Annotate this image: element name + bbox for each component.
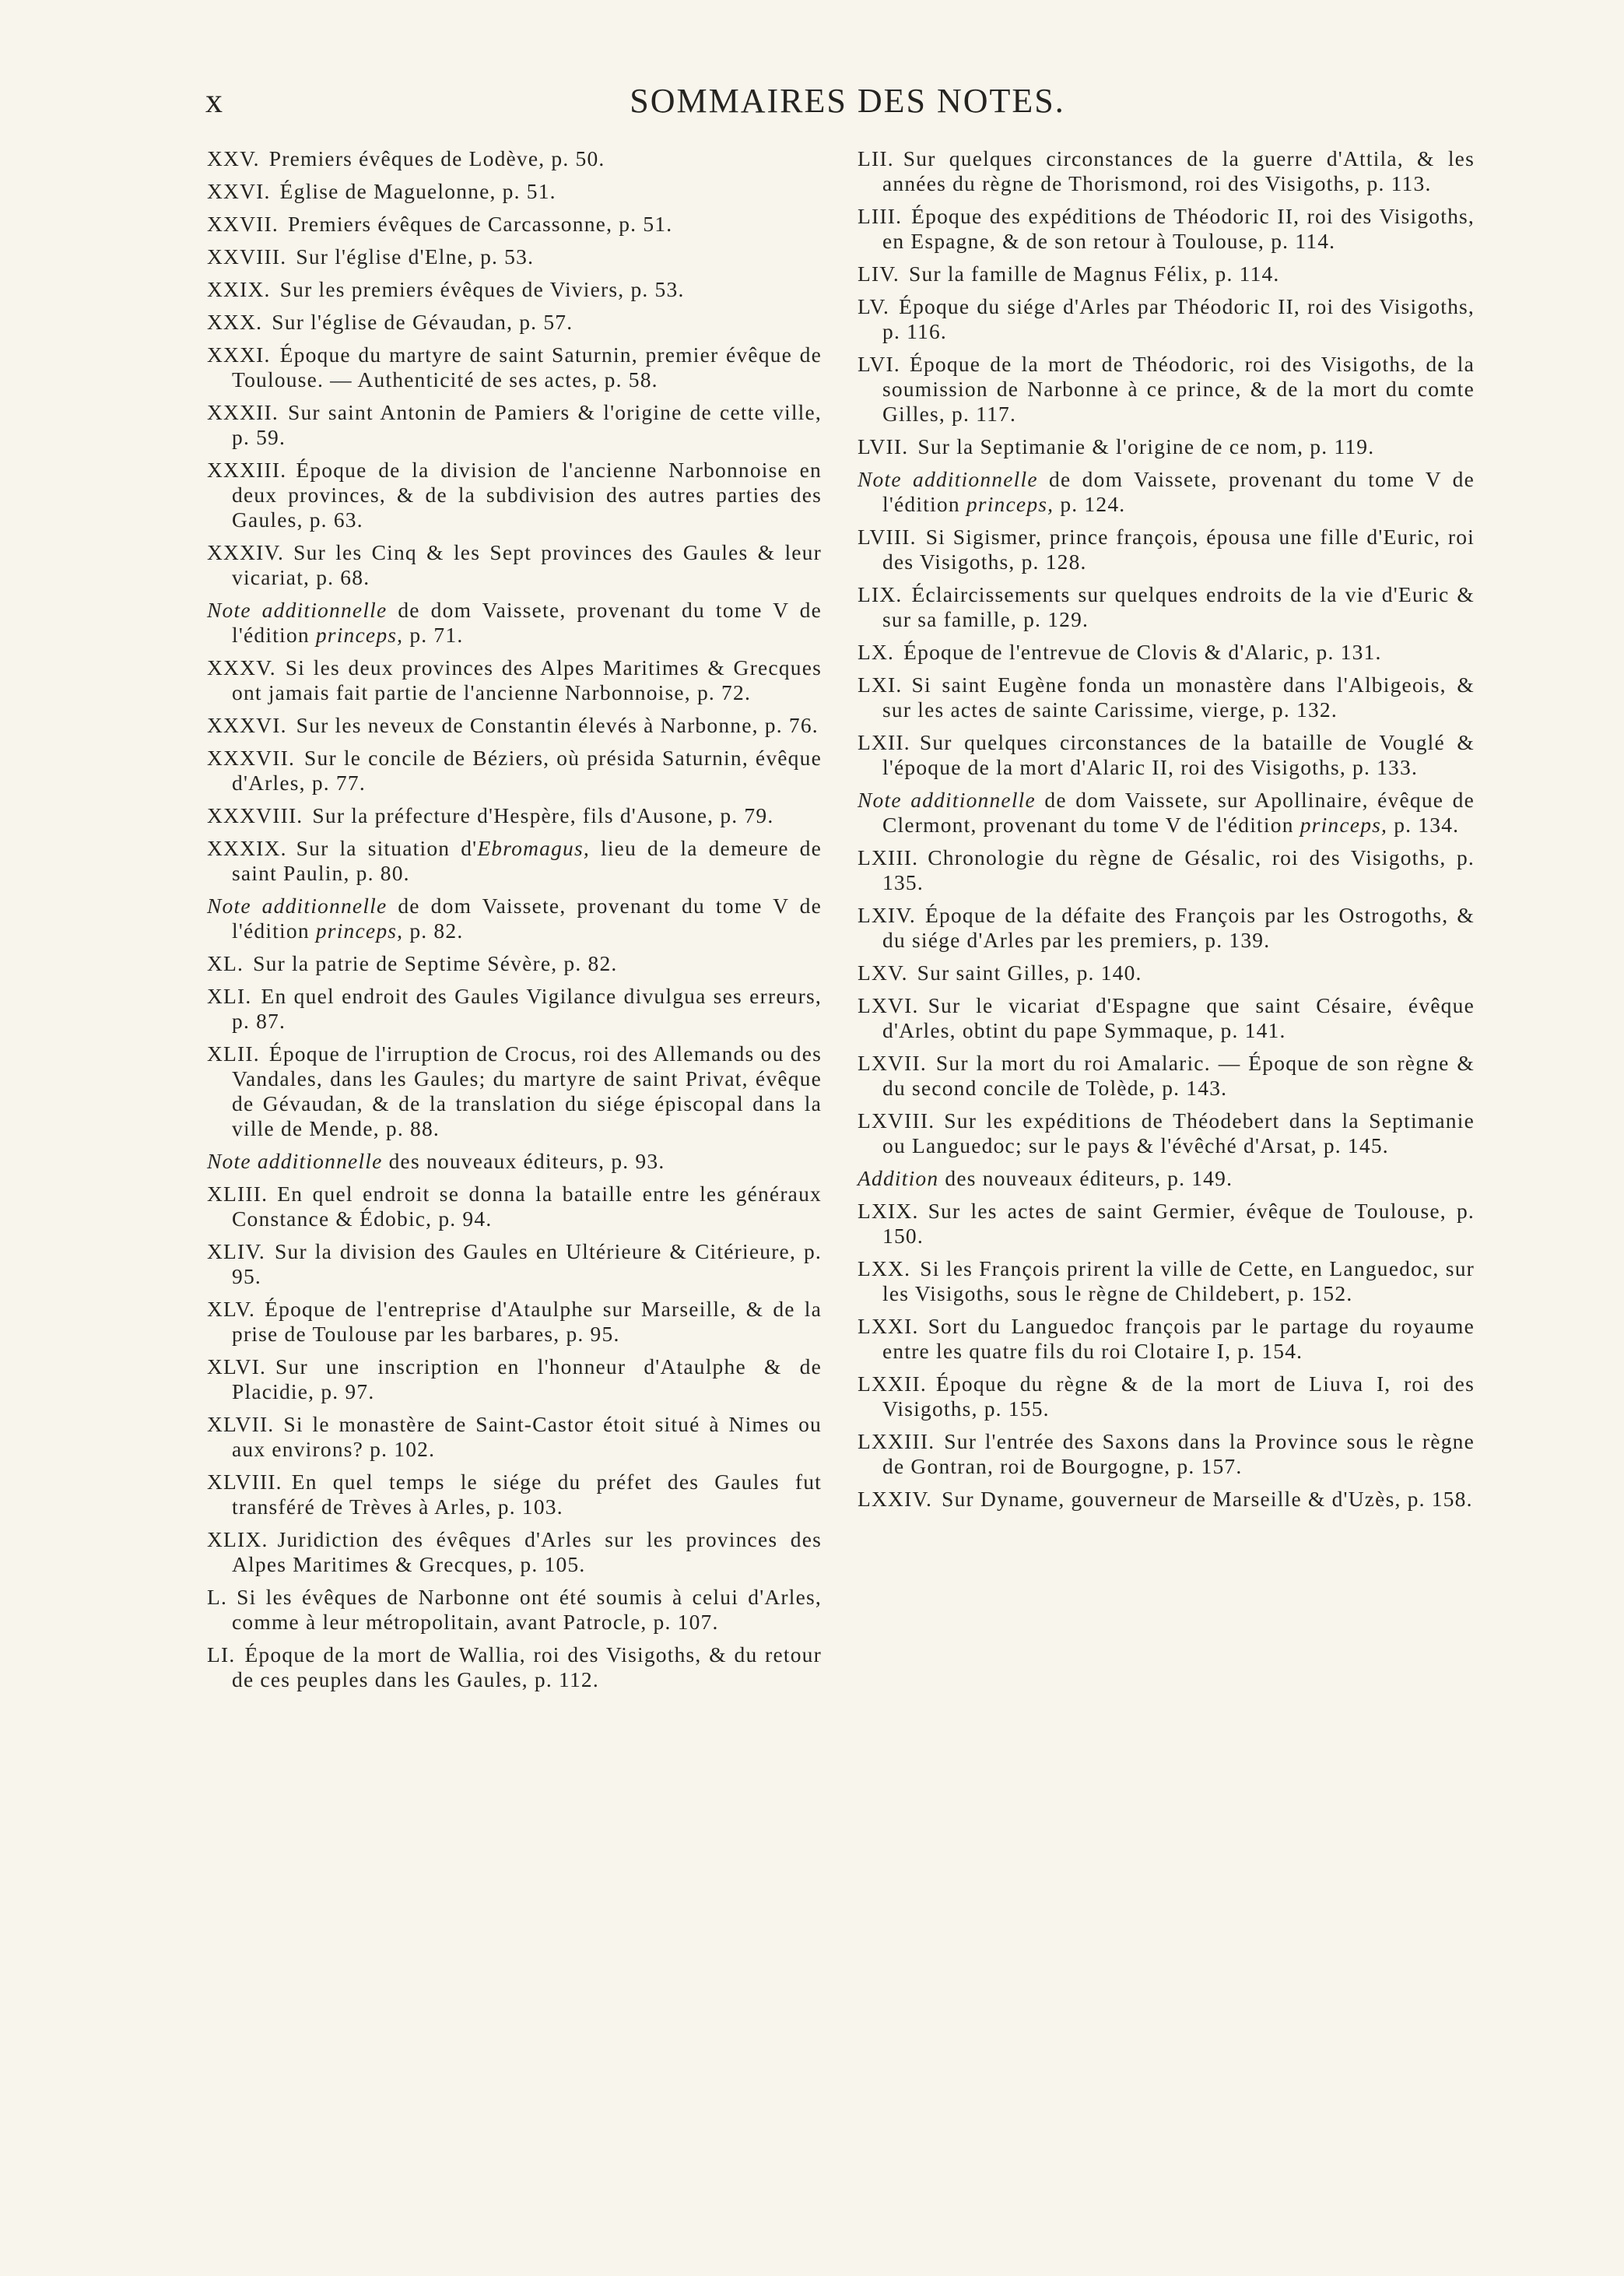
note-number: LXV. <box>858 961 908 985</box>
note-number: XXVIII. <box>207 244 287 269</box>
note-entry <box>207 836 822 886</box>
note-text: Époque de la mort de Wallia, roi des Visigoths, & du retour de ces peuples dans les Gaules, p. 112. <box>232 1642 822 1691</box>
note-text: Sur quelques circonstances de la bataille de Vouglé & l'époque de la mort d'Alaric II, roi des Visigoths, p. 133. <box>882 730 1475 779</box>
note-text: Si les évêques de Narbonne ont été soumis à celui d'Arles, comme à leur métropolitain, avant Patrocle, p. 107. <box>232 1585 822 1634</box>
note-text: Époque de la défaite des François par les Ostrogoths, & du siége d'Arles par les premiers, p. 139. <box>882 903 1475 952</box>
note-number: LXII. <box>858 730 910 754</box>
note-number: LI. <box>207 1642 236 1667</box>
note-entry <box>207 400 822 450</box>
note-number: XLIX. <box>207 1527 268 1551</box>
note-number: XXXIII. <box>207 458 287 482</box>
note-text: Sur la patrie de Septime Sévère, p. 82. <box>253 951 618 975</box>
note-entry <box>207 244 822 269</box>
note-number: XXVII. <box>207 212 279 236</box>
note-text: Église de Maguelonne, p. 51. <box>279 179 556 203</box>
note-entry <box>207 277 822 302</box>
note-number: XLVI. <box>207 1354 267 1379</box>
note-entry <box>207 1642 822 1692</box>
note-entry <box>858 1166 1475 1191</box>
note-text: Sur la division des Gaules en Ultérieure & Citérieure, p. 95. <box>232 1239 822 1288</box>
note-number: XXXII. <box>207 400 279 424</box>
note-entry <box>858 903 1475 953</box>
note-emphasis: Ebromagus, <box>477 836 590 860</box>
note-entry <box>207 212 822 237</box>
note-number: LVIII. <box>858 525 917 549</box>
note-lead: Addition <box>858 1166 939 1190</box>
note-emphasis: princeps, <box>1300 813 1388 837</box>
note-entry <box>858 1256 1475 1306</box>
note-text: Époque du martyre de saint Saturnin, premier évêque de Toulouse. — Authenticité de ses actes, p. 58. <box>232 342 822 392</box>
note-entry <box>207 1354 822 1404</box>
note-entry <box>207 310 822 335</box>
note-number: XLV. <box>207 1297 256 1321</box>
note-entry <box>207 179 822 204</box>
note-entry <box>858 993 1475 1043</box>
note-number: XLII. <box>207 1041 260 1066</box>
note-entry <box>858 294 1475 344</box>
note-entry <box>858 204 1475 254</box>
note-text: Éclaircissements sur quelques endroits de la vie d'Euric & sur sa famille, p. 129. <box>882 582 1475 631</box>
note-entry <box>207 655 822 705</box>
left-column <box>207 146 822 1700</box>
note-entry <box>858 1429 1475 1479</box>
note-text: Époque de l'irruption de Crocus, roi des Allemands ou des Vandales, dans les Gaules; du martyre de saint Privat, évêque de Gévaudan, & de la translation du siége épiscopal dans la ville de Mende, p. 88. <box>232 1041 822 1140</box>
note-number: XL. <box>207 951 244 975</box>
note-text: Si les François prirent la ville de Cette, en Languedoc, sur les Visigoths, sous le règne de Childebert, p. 152. <box>882 1256 1475 1305</box>
note-entry <box>207 342 822 392</box>
note-number: L. <box>207 1585 228 1609</box>
note-number: XLIII. <box>207 1182 268 1206</box>
note-entry <box>207 540 822 590</box>
note-text: Sur les expéditions de Théodebert dans la Septimanie ou Languedoc; sur le pays & l'évêché d'Arsat, p. 145. <box>882 1108 1475 1157</box>
note-text: En quel temps le siége du préfet des Gaules fut transféré de Trèves à Arles, p. 103. <box>232 1470 822 1519</box>
note-number: XLVIII. <box>207 1470 282 1494</box>
note-entry <box>858 1487 1475 1512</box>
note-number: LVI. <box>858 352 900 376</box>
note-entry <box>858 352 1475 427</box>
note-text: Sur une inscription en l'honneur d'Ataulphe & de Placidie, p. 97. <box>232 1354 822 1403</box>
note-text: Époque de la division de l'ancienne Narbonnoise en deux provinces, & de la subdivision des autres parties des Gaules, p. 63. <box>232 458 822 532</box>
note-text: Si Sigismer, prince françois, épousa une fille d'Euric, roi des Visigoths, p. 128. <box>882 525 1475 574</box>
note-text: En quel endroit se donna la bataille entre les généraux Constance & Édobic, p. 94. <box>232 1182 822 1231</box>
note-number: XXXV. <box>207 655 276 680</box>
note-entry <box>207 1182 822 1231</box>
note-entry <box>207 1297 822 1347</box>
note-text: Sur la famille de Magnus Félix, p. 114. <box>908 262 1280 286</box>
note-number: LXX. <box>858 1256 911 1280</box>
note-entry <box>207 1527 822 1577</box>
note-text: Si les deux provinces des Alpes Maritimes & Grecques ont jamais fait partie de l'ancienne Narbonnoise, p. 72. <box>232 655 822 704</box>
note-entry <box>858 1199 1475 1249</box>
note-entry <box>858 730 1475 780</box>
note-entry <box>858 1108 1475 1158</box>
note-text: Sur saint Antonin de Pamiers & l'origine de cette ville, p. 59. <box>232 400 822 449</box>
note-number: XXXVIII. <box>207 803 303 827</box>
note-entry <box>207 1585 822 1635</box>
note-number: LXI. <box>858 673 903 697</box>
note-number: LIV. <box>858 262 900 286</box>
note-number: XLIV. <box>207 1239 266 1263</box>
note-entry <box>207 951 822 976</box>
note-text: de dom Vaissete, provenant du tome V de l'édition <box>232 598 823 647</box>
note-number: LV. <box>858 294 890 318</box>
note-text: Sort du Languedoc françois par le partage du royaume entre les quatre fils du roi Clotaire I, p. 154. <box>882 1314 1475 1363</box>
page-number: x <box>205 82 223 120</box>
note-number: XXXVII. <box>207 746 296 770</box>
note-text: Époque de l'entreprise d'Ataulphe sur Marseille, & de la prise de Toulouse par les barbares, p. 95. <box>232 1297 822 1346</box>
note-number: XXXVI. <box>207 713 287 737</box>
note-tail: p. 124. <box>1060 492 1126 516</box>
note-entry <box>207 598 822 648</box>
note-text: de dom Vaissete, provenant du tome V de l'édition <box>882 467 1475 516</box>
note-entry <box>858 1372 1475 1421</box>
note-text: Époque de l'entrevue de Clovis & d'Alaric, p. 131. <box>903 640 1382 664</box>
note-text: des nouveaux éditeurs, p. 149. <box>945 1166 1233 1190</box>
note-emphasis: princeps, <box>966 492 1054 516</box>
note-number: XLI. <box>207 984 252 1008</box>
note-text: En quel endroit des Gaules Vigilance divulgua ses erreurs, p. 87. <box>232 984 822 1033</box>
note-entry <box>858 640 1475 665</box>
note-entry <box>858 961 1475 985</box>
note-text: des nouveaux éditeurs, p. 93. <box>388 1149 665 1173</box>
note-entry <box>858 673 1475 722</box>
note-number: LXVIII. <box>858 1108 935 1133</box>
note-entry <box>858 146 1475 196</box>
note-text: Sur le vicariat d'Espagne que saint Césaire, évêque d'Arles, obtint du pape Symmaque, p. 141. <box>882 993 1475 1042</box>
note-text: de dom Vaissete, provenant du tome V de l'édition <box>232 894 823 943</box>
note-lead: Note additionnelle <box>207 1149 383 1173</box>
note-entry <box>207 984 822 1034</box>
note-number: LX. <box>858 640 895 664</box>
note-entry <box>858 845 1475 895</box>
note-entry <box>207 746 822 796</box>
note-text: Sur la préfecture d'Hespère, fils d'Ausone, p. 79. <box>312 803 774 827</box>
note-entry <box>207 146 822 171</box>
note-text: Époque du siége d'Arles par Théodoric II, roi des Visigoths, p. 116. <box>882 294 1475 343</box>
note-text: Sur les Cinq & les Sept provinces des Gaules & leur vicariat, p. 68. <box>232 540 822 589</box>
note-text: Sur les premiers évêques de Viviers, p. 53. <box>279 277 685 301</box>
note-number: LXXIV. <box>858 1487 933 1511</box>
note-text: Sur la situation d' <box>296 836 478 860</box>
note-number: LXIII. <box>858 845 919 869</box>
note-text: Sur la Septimanie & l'origine de ce nom, p. 119. <box>917 434 1375 458</box>
note-text: Époque du règne & de la mort de Liuva I, roi des Visigoths, p. 155. <box>882 1372 1475 1421</box>
note-text: Sur l'église de Gévaudan, p. 57. <box>272 310 573 334</box>
note-entry <box>858 1051 1475 1101</box>
note-text: Sur la mort du roi Amalaric. — Époque de son règne & du second concile de Tolède, p. 143. <box>882 1051 1475 1100</box>
note-lead: Note additionnelle <box>207 894 388 918</box>
page-header <box>205 76 1489 123</box>
note-number: LXVI. <box>858 993 919 1017</box>
note-number: LVII. <box>858 434 909 458</box>
note-number: LXXIII. <box>858 1429 935 1453</box>
note-number: LXVII. <box>858 1051 927 1075</box>
note-number: XXVI. <box>207 179 271 203</box>
note-entry <box>207 1239 822 1289</box>
note-text: Sur les actes de saint Germier, évêque de Toulouse, p. 150. <box>882 1199 1475 1248</box>
note-emphasis: princeps, <box>315 623 404 647</box>
note-number: XXIX. <box>207 277 271 301</box>
note-number: XXXIV. <box>207 540 285 564</box>
note-number: LXIV. <box>858 903 917 927</box>
note-tail: p. 71. <box>409 623 464 647</box>
note-text: Époque des expéditions de Théodoric II, roi des Visigoths, en Espagne, & de son retour à Toulouse, p. 114. <box>882 204 1475 253</box>
note-number: LIX. <box>858 582 903 606</box>
note-entry <box>207 1041 822 1141</box>
note-entry <box>207 1412 822 1462</box>
note-entry <box>858 262 1475 286</box>
note-entry <box>858 467 1475 517</box>
note-tail: p. 82. <box>409 918 464 943</box>
note-entry <box>858 434 1475 459</box>
note-entry <box>858 788 1475 838</box>
right-column <box>858 146 1475 1519</box>
note-number: LXXII. <box>858 1372 927 1396</box>
note-entry <box>207 458 822 532</box>
note-text: Juridiction des évêques d'Arles sur les provinces des Alpes Maritimes & Grecques, p. 105. <box>232 1527 822 1576</box>
note-entry <box>858 1314 1475 1364</box>
note-emphasis: princeps, <box>315 918 404 943</box>
note-text: Sur les neveux de Constantin élevés à Narbonne, p. 76. <box>296 713 819 737</box>
note-text: Sur l'entrée des Saxons dans la Province sous le règne de Gontran, roi de Bourgogne, p. 157. <box>882 1429 1475 1478</box>
note-entry <box>858 525 1475 574</box>
note-number: LXXI. <box>858 1314 919 1338</box>
note-number: LII. <box>858 146 894 170</box>
note-entry <box>207 803 822 828</box>
note-text: Sur Dyname, gouverneur de Marseille & d'Uzès, p. 158. <box>942 1487 1473 1511</box>
note-number: LIII. <box>858 204 903 228</box>
note-entry <box>207 1149 822 1174</box>
note-entry <box>207 894 822 943</box>
note-text: Si le monastère de Saint-Castor étoit situé à Nimes ou aux environs? p. 102. <box>232 1412 822 1461</box>
note-entry <box>858 582 1475 632</box>
note-lead: Note additionnelle <box>207 598 388 622</box>
note-tail: lieu de la demeure de saint Paulin, p. 80. <box>232 836 822 885</box>
note-entry <box>207 1470 822 1519</box>
note-text: Premiers évêques de Carcassonne, p. 51. <box>287 212 673 236</box>
note-text: Sur saint Gilles, p. 140. <box>917 961 1142 985</box>
note-number: XLVII. <box>207 1412 275 1436</box>
note-number: XXXI. <box>207 342 271 367</box>
note-number: XXXIX. <box>207 836 287 860</box>
note-text: de dom Vaissete, sur Apollinaire, évêque de Clermont, provenant du tome V de l'édition <box>882 788 1475 837</box>
note-number: XXX. <box>207 310 263 334</box>
note-entry <box>207 713 822 738</box>
note-text: Premiers évêques de Lodève, p. 50. <box>268 146 605 170</box>
running-title: SOMMAIRES DES NOTES. <box>630 82 1065 120</box>
note-text: Sur l'église d'Elne, p. 53. <box>296 244 535 269</box>
note-text: Sur quelques circonstances de la guerre d'Attila, & les années du règne de Thorismond, roi des Visigoths, p. 113. <box>882 146 1475 195</box>
note-number: LXIX. <box>858 1199 919 1223</box>
note-lead: Note additionnelle <box>858 788 1036 812</box>
note-number: XXV. <box>207 146 260 170</box>
note-lead: Note additionnelle <box>858 467 1038 491</box>
note-text: Époque de la mort de Théodoric, roi des Visigoths, de la soumission de Narbonne à ce prince, & de la mort du comte Gilles, p. 117. <box>882 352 1475 426</box>
note-text: Sur le concile de Béziers, où présida Saturnin, évêque d'Arles, p. 77. <box>232 746 822 795</box>
note-tail: p. 134. <box>1394 813 1460 837</box>
note-text: Chronologie du règne de Gésalic, roi des Visigoths, p. 135. <box>882 845 1475 894</box>
note-text: Si saint Eugène fonda un monastère dans l'Albigeois, & sur les actes de sainte Carissime, vierge, p. 132. <box>882 673 1475 722</box>
